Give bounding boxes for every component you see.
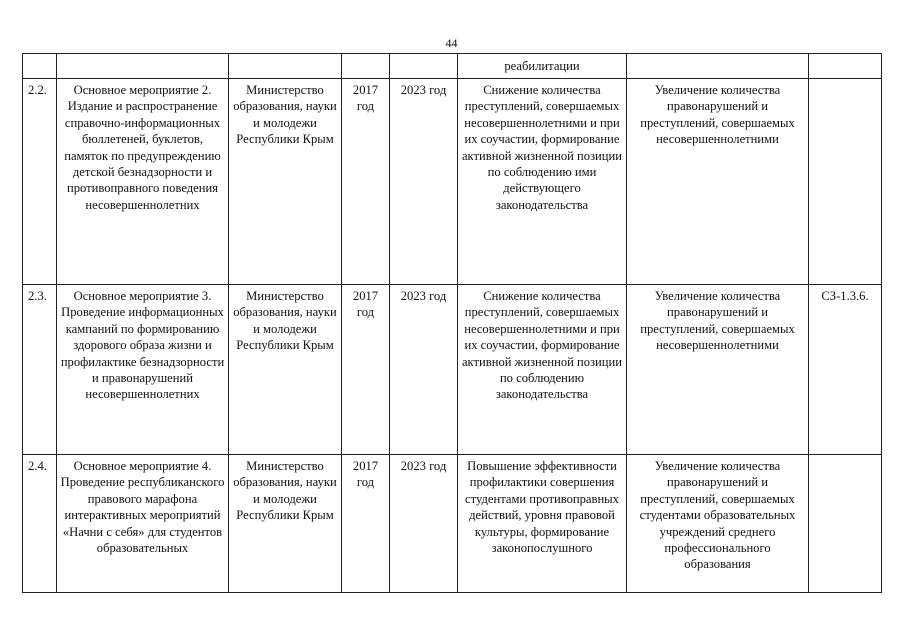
cell-consequence (627, 54, 809, 79)
cell-activity: Основное мероприятие 3. Проведение информационных кампаний по формированию здорового образа жизни и профилактике безнадзорности и правонарушений несовершеннолетних (57, 285, 229, 455)
cell-result: Снижение количества преступлений, совершаемых несовершеннолетними и при их соучастии, формирование активной жизненной позиции по соблюдению законодательства (458, 285, 627, 455)
cell-indicator: СЗ-1.3.6. (809, 285, 882, 455)
table-row (23, 455, 882, 593)
cell-start (342, 54, 390, 79)
cell-indicator (809, 79, 882, 285)
cell-num: 2.4. (23, 455, 57, 593)
cell-start: 2017 год (342, 79, 390, 285)
cell-consequence: Увеличение количества правонарушений и преступлений, совершаемых несовершеннолетними (627, 285, 809, 455)
cell-result: реабилитации (458, 54, 627, 79)
cell-executor: Министерство образования, науки и молодежи Республики Крым (229, 285, 342, 455)
cell-consequence: Увеличение количества правонарушений и преступлений, совершаемых студентами образовательных учреждений среднего профессионального образования (627, 455, 809, 593)
cell-end: 2023 год (390, 79, 458, 285)
cell-executor (229, 54, 342, 79)
page-number: 44 (445, 36, 458, 50)
table-row (23, 79, 882, 285)
cell-end (390, 54, 458, 79)
program-activities-table (22, 53, 882, 593)
cell-indicator (809, 455, 882, 593)
cell-executor: Министерство образования, науки и молодежи Республики Крым (229, 455, 342, 593)
cell-num: 2.2. (23, 79, 57, 285)
cell-result: Снижение количества преступлений, совершаемых несовершеннолетними и при их соучастии, формирование активной жизненной позиции по соблюдению ими действующего законодательства (458, 79, 627, 285)
cell-end: 2023 год (390, 285, 458, 455)
cell-activity (57, 54, 229, 79)
cell-start: 2017 год (342, 285, 390, 455)
table-row-continuation (23, 54, 882, 79)
table-row (23, 285, 882, 455)
cell-indicator (809, 54, 882, 79)
cell-activity: Основное мероприятие 2. Издание и распространение справочно-информационных бюллетеней, буклетов, памяток по предупреждению детской безнадзорности и противоправного поведения несовершеннолетних (57, 79, 229, 285)
cell-num: 2.3. (23, 285, 57, 455)
cell-activity: Основное мероприятие 4. Проведение республиканского правового марафона интерактивных мероприятий «Начни с себя» для студентов образовательных (57, 455, 229, 593)
cell-end: 2023 год (390, 455, 458, 593)
cell-consequence: Увеличение количества правонарушений и преступлений, совершаемых несовершеннолетними (627, 79, 809, 285)
cell-executor: Министерство образования, науки и молодежи Республики Крым (229, 79, 342, 285)
cell-num (23, 54, 57, 79)
cell-start: 2017 год (342, 455, 390, 593)
cell-result: Повышение эффективности профилактики совершения студентами противоправных действий, уровня правовой культуры, формирование законопослушного (458, 455, 627, 593)
